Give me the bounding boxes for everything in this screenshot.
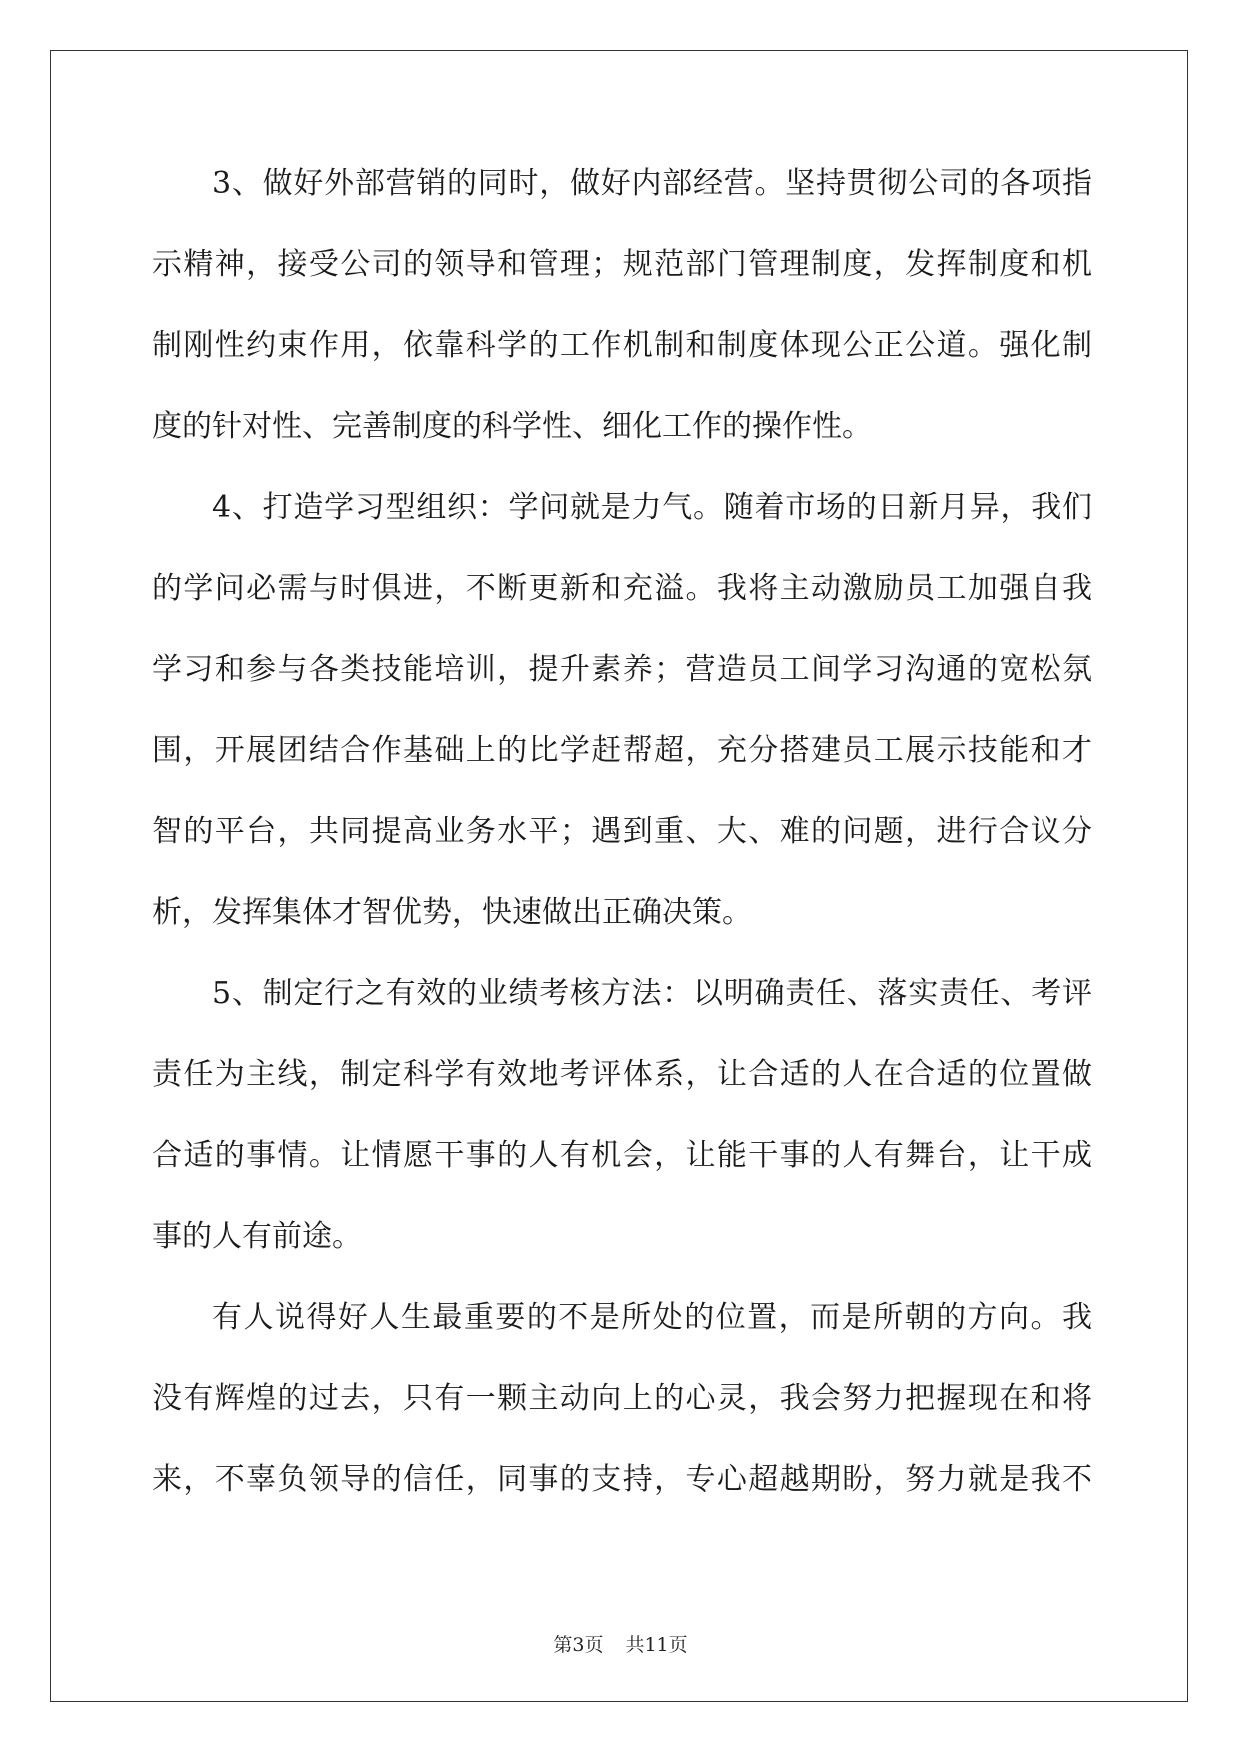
paragraph-2-line-6: 析，发挥集体才智优势，快速做出正确决策。 — [152, 895, 752, 930]
paragraph-3-line-1: 5、制定行之有效的业绩考核方法：以明确责任、落实责任、考评 — [212, 976, 1092, 1011]
document-body — [152, 164, 1092, 1541]
paragraph-3-line-2: 责任为主线，制定科学有效地考评体系，让合适的人在合适的位置做 — [152, 1057, 1092, 1092]
paragraph-1-line-2: 示精神，接受公司的领导和管理；规范部门管理制度，发挥制度和机 — [152, 247, 1092, 282]
page-number: 第3页 — [553, 1634, 604, 1656]
paragraph-2-line-5: 智的平台，共同提高业务水平；遇到重、大、难的问题，进行合议分 — [152, 814, 1092, 849]
paragraph-2-line-3: 学习和参与各类技能培训，提升素养；营造员工间学习沟通的宽松氛 — [152, 652, 1092, 687]
page-total: 共11页 — [625, 1634, 688, 1656]
paragraph-1-line-4: 度的针对性、完善制度的科学性、细化工作的操作性。 — [152, 409, 872, 444]
paragraph-4-line-1: 有人说得好人生最重要的不是所处的位置，而是所朝的方向。我 — [212, 1300, 1092, 1335]
paragraph-1-line-1: 3、做好外部营销的同时，做好内部经营。坚持贯彻公司的各项指 — [212, 166, 1092, 201]
paragraph-4-line-3: 来，不辜负领导的信任，同事的支持，专心超越期盼，努力就是我不 — [152, 1462, 1092, 1497]
paragraph-3-line-4: 事的人有前途。 — [152, 1219, 362, 1254]
paragraph-4-line-2: 没有辉煌的过去，只有一颗主动向上的心灵，我会努力把握现在和将 — [152, 1381, 1092, 1416]
paragraph-2-line-2: 的学问必需与时俱进，不断更新和充溢。我将主动激励员工加强自我 — [152, 571, 1092, 606]
paragraph-1-line-3: 制刚性约束作用，依靠科学的工作机制和制度体现公正公道。强化制 — [152, 328, 1092, 363]
page-footer — [0, 1630, 1241, 1657]
paragraph-2-line-4: 围，开展团结合作基础上的比学赶帮超，充分搭建员工展示技能和才 — [152, 733, 1092, 768]
paragraph-3-line-3: 合适的事情。让情愿干事的人有机会，让能干事的人有舞台，让干成 — [152, 1138, 1092, 1173]
paragraph-2-line-1: 4、打造学习型组织：学问就是力气。随着市场的日新月异，我们 — [212, 490, 1092, 525]
